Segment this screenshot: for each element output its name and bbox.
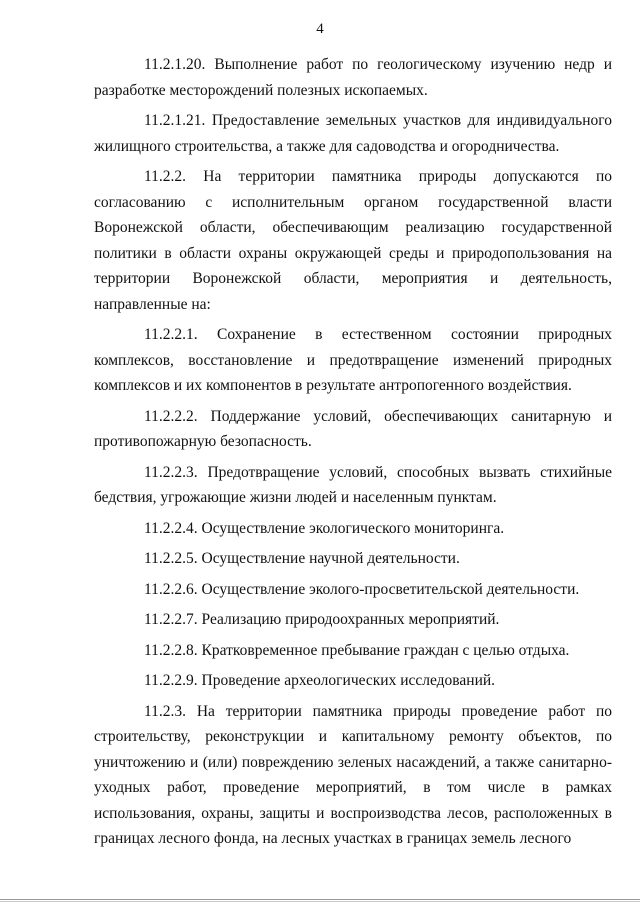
paragraph-11-2-2-5: 11.2.2.5. Осуществление научной деятельности. bbox=[144, 550, 460, 567]
paragraph-11-2-3: 11.2.3. На территории памятника природы проведение работ по строительству, реконструкции и капитальному ремонту объектов, по уничтожению и (или) повреждению зеленых насаждений, а также санитарно-уходных работ, проведение мероприятий, в том числе в рамках использования, охраны, защиты и воспроизводства лесов, расположенных в границах лесного фонда, на лесных участках в границах земель лесного bbox=[94, 702, 612, 847]
paragraph-11-2-1-21: 11.2.1.21. Предоставление земельных участков для индивидуального жилищного строительства, а также для садоводства и огородничества. bbox=[94, 112, 612, 155]
page-bottom-shadow bbox=[0, 901, 640, 902]
paragraph-11-2-2-6: 11.2.2.6. Осуществление эколого-просветительской деятельности. bbox=[144, 580, 580, 598]
paragraph-11-2-2-9: 11.2.2.9. Проведение археологических исследований. bbox=[144, 672, 496, 689]
paragraph-11-2-2-8: 11.2.2.8. Кратковременное пребывание граждан с целью отдыха. bbox=[144, 641, 570, 659]
paragraph-11-2-2-4: 11.2.2.4. Осуществление экологического мониторинга. bbox=[144, 519, 505, 537]
paragraph-11-2-2-7: 11.2.2.7. Реализацию природоохранных мероприятий. bbox=[144, 611, 500, 628]
page-number: 4 bbox=[316, 21, 324, 37]
paragraph-11-2-1-20: 11.2.1.20. Выполнение работ по геологическому изучению недр и разработке месторождений полезных ископаемых. bbox=[94, 56, 612, 99]
paragraph-11-2-2-1: 11.2.2.1. Сохранение в естественном состоянии природных комплексов, восстановление и предотвращение изменений природных комплексов и их компонентов в результате антропогенного воздействия. bbox=[94, 326, 612, 394]
paragraph-11-2-2-3: 11.2.2.3. Предотвращение условий, способных вызвать стихийные бедствия, угрожающие жизни людей и населенным пунктам. bbox=[94, 463, 612, 506]
document-body bbox=[94, 52, 612, 857]
paragraph-11-2-2: 11.2.2. На территории памятника природы допускаются по согласованию с исполнительным органом государственной власти Воронежской области, обеспечивающим реализацию государственной политики в области охраны окружающей среды и природопользования на территории Воронежской области, мероприятия и деятельность, направленные на: bbox=[94, 168, 612, 313]
page-bottom-edge bbox=[0, 899, 640, 900]
paragraph-11-2-2-2: 11.2.2.2. Поддержание условий, обеспечивающих санитарную и противопожарную безопасность. bbox=[94, 407, 612, 450]
